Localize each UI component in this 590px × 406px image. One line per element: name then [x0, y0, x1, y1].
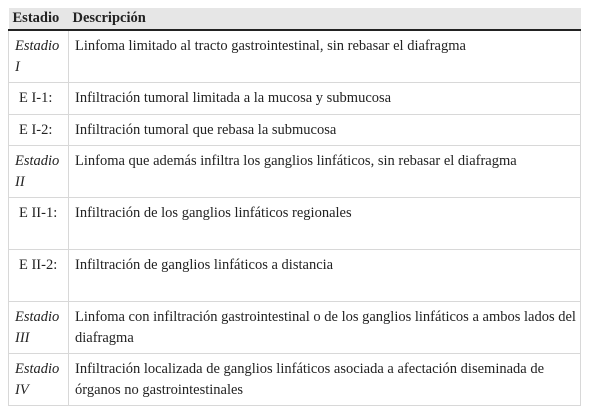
table-row [9, 198, 581, 250]
description-cell: Infiltración de ganglios linfáticos a distancia [69, 250, 581, 302]
stage-cell: Estadio III [9, 302, 69, 354]
staging-table-container [8, 8, 580, 406]
description-cell: Linfoma limitado al tracto gastrointestinal, sin rebasar el diafragma [69, 30, 581, 83]
description-cell: Infiltración de los ganglios linfáticos regionales [69, 198, 581, 250]
description-cell: Infiltración tumoral limitada a la mucosa y submucosa [69, 83, 581, 115]
table-row [9, 354, 581, 406]
table-row [9, 250, 581, 302]
table-row [9, 146, 581, 198]
description-cell: Infiltración localizada de ganglios linfáticos asociada a afectación diseminada de órganos no gastrointestinales [69, 354, 581, 406]
header-stage: Estadio [9, 8, 69, 30]
stage-cell: Estadio II [9, 146, 69, 198]
stage-cell: Estadio I [9, 30, 69, 83]
table-header [9, 8, 581, 30]
description-cell: Linfoma con infiltración gastrointestinal o de los ganglios linfáticos a ambos lados del diafragma [69, 302, 581, 354]
table-row [9, 83, 581, 115]
description-cell: Infiltración tumoral que rebasa la submucosa [69, 114, 581, 146]
header-row [9, 8, 581, 30]
stage-cell: Estadio IV [9, 354, 69, 406]
table-row [9, 302, 581, 354]
table-body [9, 30, 581, 406]
header-description: Descripción [69, 8, 581, 30]
stage-cell: E II-1: [9, 198, 69, 250]
table-row [9, 114, 581, 146]
stage-cell: E II-2: [9, 250, 69, 302]
stage-cell: E I-2: [9, 114, 69, 146]
description-cell: Linfoma que además infiltra los ganglios linfáticos, sin rebasar el diafragma [69, 146, 581, 198]
table-row [9, 30, 581, 83]
stage-cell: E I-1: [9, 83, 69, 115]
staging-table [8, 8, 581, 406]
